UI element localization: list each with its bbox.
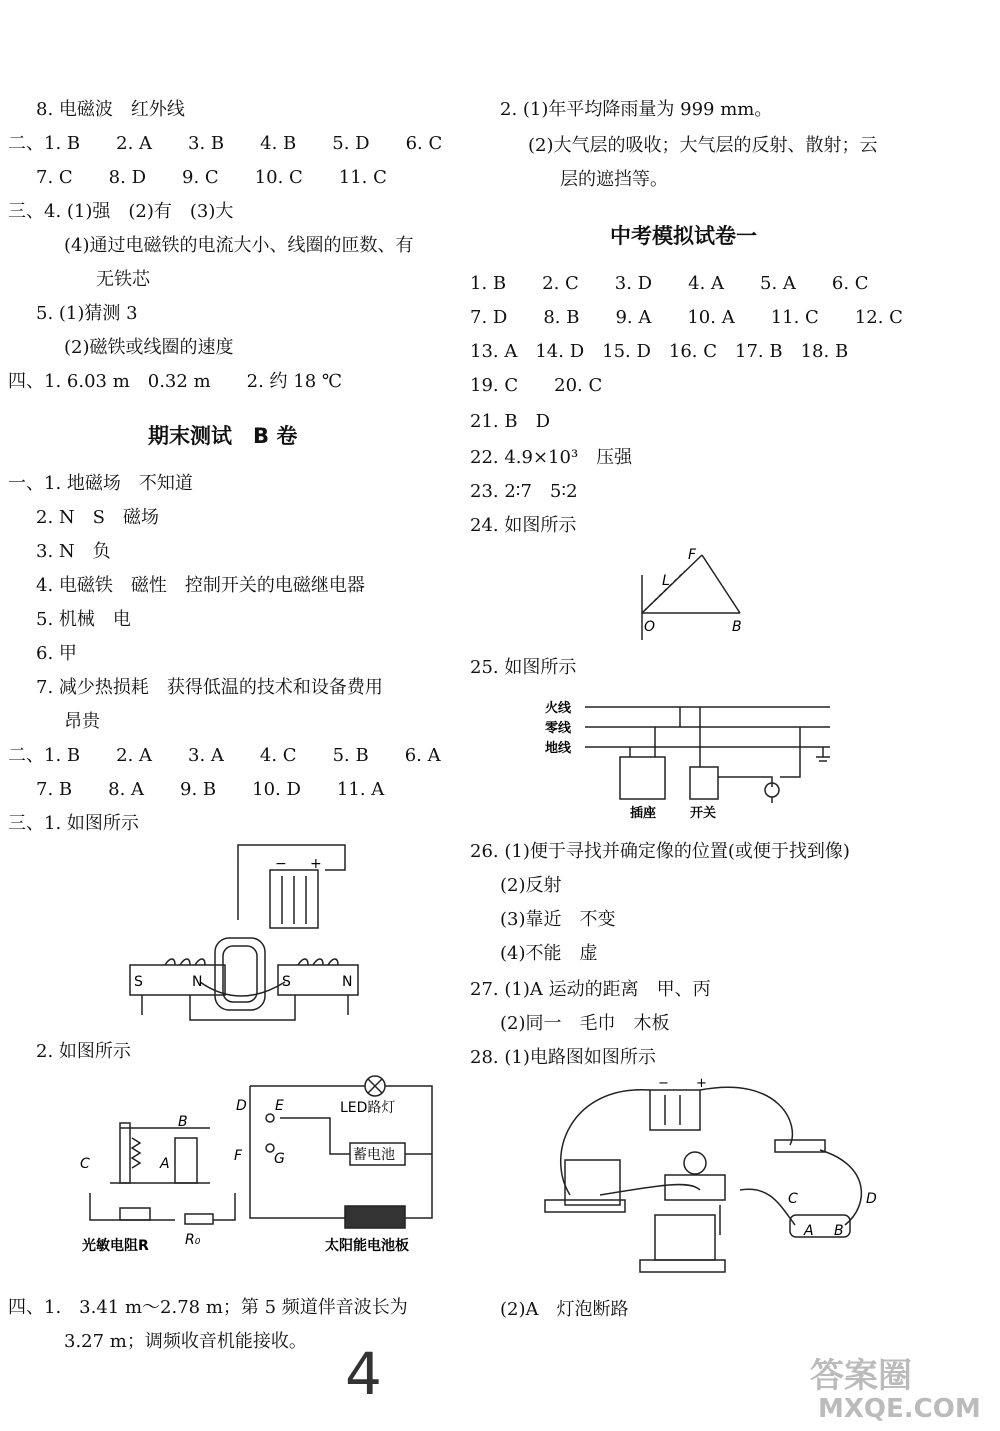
label-ldr: 光敏电阻R — [82, 1238, 149, 1254]
label-d: D — [236, 1098, 247, 1114]
right-answer-line: 23. 2∶7 5∶2 — [470, 481, 578, 502]
lever-diagram — [630, 545, 760, 640]
heading-final-test-b: 期末测试 B 卷 — [148, 424, 298, 448]
label-socket: 插座 — [630, 806, 657, 821]
label-minus: − — [658, 1076, 669, 1091]
left-answer-line: 6. 甲 — [36, 643, 77, 664]
label-force-f: F — [688, 547, 697, 563]
left-answer-line: 2. N S 磁场 — [36, 507, 159, 528]
left-answer-line: 3. N 负 — [36, 541, 111, 562]
heading-mock-exam-1: 中考模拟试卷一 — [610, 224, 757, 248]
left-answer-line: 无铁芯 — [96, 269, 150, 290]
left-answer-line: 四、1. 6.03 m 0.32 m 2. 约 18 ℃ — [8, 371, 343, 392]
right-answer-line: 19. C 20. C — [470, 375, 603, 396]
left-answer-line: 7. B 8. A 9. B 10. D 11. A — [36, 779, 385, 800]
left-answer-line: 7. 减少热损耗 获得低温的技术和设备费用 — [36, 677, 383, 698]
label-end-b: B — [732, 619, 742, 635]
right-answer-line: (2)同一 毛巾 木板 — [500, 1013, 670, 1034]
right-answer-line: 27. (1)A 运动的距离 甲、丙 — [470, 979, 711, 1000]
label-live-wire: 火线 — [545, 701, 572, 716]
left-answer-line: 三、4. (1)强 (2)有 (3)大 — [8, 201, 234, 222]
left-answer-line: 一、1. 地磁场 不知道 — [8, 473, 193, 494]
label-b: B — [178, 1114, 188, 1130]
left-answer-line: 四、1. 3.41 m～2.78 m；第 5 频道伴音波长为 — [8, 1297, 408, 1318]
label-n2: N — [342, 974, 353, 990]
right-answer-line: (3)靠近 不变 — [500, 909, 616, 930]
label-n1: N — [192, 974, 203, 990]
label-plus: + — [696, 1076, 707, 1091]
right-answer-line: 层的遮挡等。 — [560, 169, 668, 190]
label-s2: S — [282, 974, 291, 990]
label-a: A — [160, 1156, 170, 1172]
label-g: G — [274, 1151, 285, 1167]
left-answer-line: 昂贵 — [64, 711, 100, 732]
left-answer-line: 3.27 m；调频收音机能接收。 — [64, 1331, 307, 1352]
right-answer-line: 7. D 8. B 9. A 10. A 11. C 12. C — [470, 307, 903, 328]
right-answer-line: 24. 如图所示 — [470, 515, 577, 536]
page-number: 4 — [345, 1340, 382, 1408]
relay-circuit-diagram — [80, 1068, 440, 1258]
label-battery: 蓄电池 — [353, 1147, 395, 1163]
label-switch: 开关 — [690, 806, 717, 821]
label-s1: S — [134, 974, 143, 990]
label-d: D — [866, 1191, 877, 1207]
household-wiring-diagram — [540, 695, 840, 825]
left-answer-line: 三、1. 如图所示 — [8, 813, 139, 834]
label-neutral-wire: 零线 — [545, 721, 572, 736]
magnet-coil-diagram — [120, 840, 370, 1030]
label-ground-wire: 地线 — [545, 741, 572, 756]
label-minus: − — [275, 856, 287, 872]
label-b: B — [834, 1223, 844, 1239]
label-c: C — [788, 1191, 798, 1207]
label-r0: R₀ — [185, 1232, 201, 1248]
right-answer-line: (2)大气层的吸收；大气层的反射、散射；云 — [528, 135, 878, 156]
right-answer-line: 26. (1)便于寻找并确定像的位置(或便于找到像) — [470, 841, 850, 862]
left-answer-line: 二、1. B 2. A 3. A 4. C 5. B 6. A — [8, 745, 441, 766]
left-answer-line: 5. (1)猜测 3 — [36, 303, 138, 324]
right-answer-line: 28. (1)电路图如图所示 — [470, 1047, 656, 1068]
right-answer-line: 25. 如图所示 — [470, 657, 577, 678]
label-plus: + — [310, 856, 322, 872]
left-answer-line: 二、1. B 2. A 3. B 4. B 5. D 6. C — [8, 133, 443, 154]
label-pivot-o: O — [644, 619, 656, 635]
label-c: C — [80, 1156, 90, 1172]
left-answer-line: 8. 电磁波 红外线 — [36, 99, 185, 120]
experiment-circuit-diagram — [540, 1075, 890, 1290]
label-a: A — [804, 1223, 814, 1239]
right-answer-line: (4)不能 虚 — [500, 943, 598, 964]
left-answer-line: (2)磁铁或线圈的速度 — [64, 337, 234, 358]
left-answer-line: 5. 机械 电 — [36, 609, 131, 630]
right-answer-line: (2)A 灯泡断路 — [500, 1299, 629, 1320]
label-f: F — [234, 1148, 243, 1164]
left-answer-line: 4. 电磁铁 磁性 控制开关的电磁继电器 — [36, 575, 365, 596]
left-answer-line: 2. 如图所示 — [36, 1041, 131, 1062]
right-answer-line: 13. A 14. D 15. D 16. C 17. B 18. B — [470, 341, 849, 362]
left-answer-line: (4)通过电磁铁的电流大小、线圈的匝数、有 — [64, 235, 414, 256]
right-answer-line: 22. 4.9×10³ 压强 — [470, 447, 633, 468]
label-solar: 太阳能电池板 — [325, 1238, 409, 1254]
right-answer-line: 21. B D — [470, 411, 551, 432]
watermark-top: 答案圈 — [810, 1356, 912, 1396]
label-led: LED路灯 — [340, 1100, 396, 1116]
right-answer-line: 2. (1)年平均降雨量为 999 mm。 — [500, 99, 773, 120]
right-answer-line: 1. B 2. C 3. D 4. A 5. A 6. C — [470, 273, 869, 294]
label-e: E — [275, 1098, 284, 1114]
left-answer-line: 7. C 8. D 9. C 10. C 11. C — [36, 167, 387, 188]
label-arm-l: L — [662, 573, 670, 589]
right-answer-line: (2)反射 — [500, 875, 562, 896]
watermark-bottom: MXQE.COM — [818, 1394, 981, 1424]
